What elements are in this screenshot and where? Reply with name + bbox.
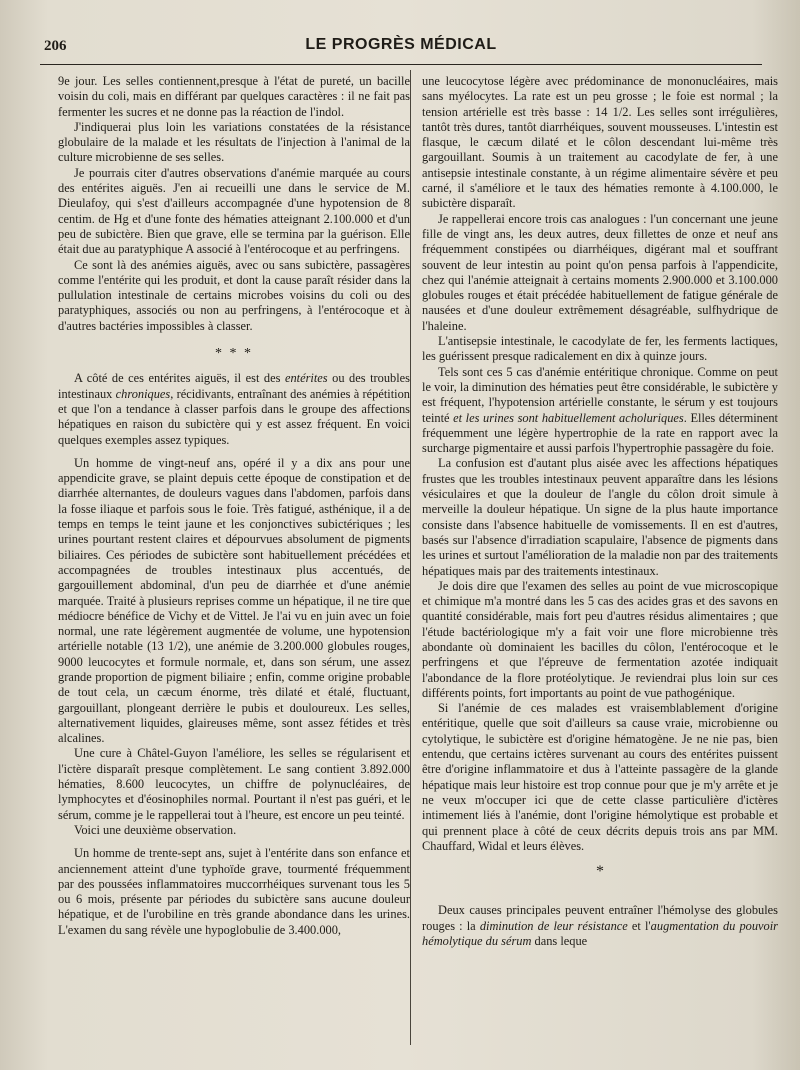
section-separator: * <box>596 863 604 881</box>
emphasis: diminution de leur résistance <box>479 918 628 933</box>
paragraph: Je rappellerai encore trois cas analogues : l'un concernant une jeune fille de vingt ans, les deux autres, deux fillettes de onze et neuf ans fréquemment constipées ou diarrhéiques, digérant mal et souffrant souvent de leur intestin au point qu'on pensa parfois à l'appendicite, chez qui l'anémie atteignait à certains moments 2.900.000 et 3.100.000 globules rouges et était précédée habituellement de fatigue générale de nausées et d'une douleur extrêmement désagréable, sulfhydrique de l'haleine. <box>422 211 778 333</box>
paragraph: Tels sont ces 5 cas d'anémie entéritique chronique. Comme on peut le voir, la diminution des hématies peut être considérable, le subictère y est fréquent, l'hypotension artérielle constante, le sérum y est toujours teinté et les urines sont habituellement acholuriques. Elles déterminent fréquemment une légère hypertrophie de la rate en rapport avec la surcharge pigmentaire et aussi parfois l'hypertrophie passagère du foie. <box>422 364 778 456</box>
paragraph: Deux causes principales peuvent entraîner l'hémolyse des globules rouges : la diminution de leur résistance et l'augmentation du pouvoir hémolytique du sérum dans leque <box>422 903 779 949</box>
paragraph: Je dois dire que l'examen des selles au point de vue microscopique et chimique m'a montré dans les 5 cas des acides gras et des savons en quantité considérable, mais fort peu d'autres résidus alimentaires ; que l'étude bactériologique m'y a fait voir une flore microbienne très abondante où dominaient les bacilles du côlon, l'entérocoque et le perfringens et que l'épreuve de fermentation azotée indiquait l'abondance de la flore protéolytique. Je reviendrai plus loin sur ces différents points, fort importants au point de vue pathogénique. <box>422 578 778 700</box>
paragraph: Un homme de vingt-neuf ans, opéré il y a dix ans pour une appendicite grave, se plaint depuis cette époque de constipation et de diarrhée alternantes, de douleurs vagues dans l'abdomen, parfois dans la fosse iliaque et parfois sous le foie. Très fatigué, asthénique, il a de temps en temps le teint jaune et les conjonctives subictériques ; les urines pourtant restent claires et dépourvues absolument de pigments biliaires. Ces périodes de subictère sont habituellement précédées et accompagnées de troubles intestinaux plus accentués, de gargouillement abdominal, d'un peu de diarrhée et d'une anémie marquée. Traité à plusieurs reprises comme un hépatique, il ne tire que médiocre bénéfice de Vichy et de Vittel. Je l'ai vu en juin avec un foie normal, une rate légèrement augmentée de volume, une hypotension artérielle notable (13 1/2), une anémie de 3.200.000 globules rouges, 9000 leucocytes et formule normale, et, dans son sérum, une assez grande proportion de pigment biliaire ; enfin, comme origine probable de tout cela, un cæcum énorme, très dilaté et étalé, fluctuant, gargouillant, plongeant derrière le pubis et douloureux. Les selles, alternativement liquides, glaireuses même, sont assez fétides et très alcalines. <box>58 455 410 746</box>
paragraph: une leucocytose légère avec prédominance de mononucléaires, mais sans myélocytes. La rate est un peu grosse ; le foie est normal ; la tension artérielle est très basse : 14 1/2. Les selles sont irrégulières, tantôt très dures, tantôt diarrhéiques, souvent mousseuses. L'intestin est flasque, le cæcum dilaté et le côlon descendant lui-même très gargouillant. Soumis à un traitement au cacodylate de fer, à une antisepsie intestinale constante, à un régime alimentaire sévère et peu carné, il s'améliore et le taux des hématies remonte à 4.100.000, le subictère disparaît. <box>422 74 778 211</box>
emphasis: chroniques <box>115 386 171 401</box>
journal-title: LE PROGRÈS MÉDICAL <box>305 36 497 53</box>
paragraph: L'antisepsie intestinale, le cacodylate de fer, les ferments lactiques, les guérissent presque radicalement en dix à quinze jours. <box>422 334 778 364</box>
emphasis: augmentation du pouvoir hémolytique du sérum <box>422 918 779 949</box>
emphasis: entérites <box>284 371 328 386</box>
paragraph: 9e jour. Les selles contiennent,presque à l'état de pureté, un bacille voisin du coli, mais en différant par quelques caractères : il ne fait pas fermenter les sucres et ne donne pas la réaction de l'indol. <box>58 74 410 119</box>
paragraph: Une cure à Châtel-Guyon l'améliore, les selles se régularisent et l'ictère disparaît presque complètement. Le sang contient 3.892.000 hématies, 8.600 leucocytes, un chiffre de polynucléaires, de lymphocytes et d'éosinophiles normal. Pourtant il n'est pas guéri, et le sérum, comme je le rappellerai tout à l'heure, est encore un peu teinté. <box>58 746 410 822</box>
paragraph: Je pourrais citer d'autres observations d'anémie marquée au cours des entérites aiguës. J'en ai recueilli une dans le service de M. Dieulafoy, qui s'est d'ailleurs accompagnée d'une hypotension de 8 centim. de Hg et d'une fonte des hématies atteignant 2.100.000 et d'un peu de subictère. Bien que grave, elle se termina par la guérison. Elle était due au paratyphique A associé à l'entérocoque et au perfringens. <box>58 165 410 257</box>
column-divider <box>410 70 411 1045</box>
paragraph: La confusion est d'autant plus aisée avec les affections hépatiques frustes que les troubles intestinaux peuvent apparaître dans les lésions vésiculaires et que la douleur de l'angle du côlon droit simule à merveille la douleur hépatique. Un signe de la plus haute importance consiste dans l'absence habituelle de vomissements. Il en est d'autres, basés sur l'absence d'irradiation scapulaire, l'absence de pigments dans les urines et surtout l'amélioration de la maladie non par des traitements hépatiques mais par des traitements intestinaux. <box>422 456 778 578</box>
left-column <box>58 74 410 938</box>
paragraph: Si l'anémie de ces malades est vraisemblablement d'origine entéritique, quelle que soit d'ailleurs sa cause vraie, microbienne ou cytolytique, le subictère est d'origine hématogène. Je ne nie pas, bien entendu, que certains ictères survenant au cours des entérites puissent être d'origine inflammatoire et dus à l'atteinte passagère de la glande hépatique mais leur histoire est trop connue pour que je m'y arrête et je ne veux m'occuper ici que de cette classe particulière d'ictères intimement liés à l'anémie, dont l'origine hémolytique est probable et qui prennent place à côté de ceux décrits depuis trois ans par MM. Chauffard, Widal et leurs élèves. <box>422 701 778 853</box>
right-column <box>422 74 778 949</box>
emphasis: et les urines sont habituellement acholuriques <box>453 410 684 425</box>
paragraph: J'indiquerai plus loin les variations constatées de la résistance globulaire de la malade et les résultats de l'injection à l'animal de la culture microbienne de ses selles. <box>58 119 410 165</box>
paragraph: Voici une deuxième observation. <box>74 822 237 837</box>
paragraph: Un homme de trente-sept ans, sujet à l'entérite dans son enfance et anciennement atteint d'une typhoïde grave, tourmenté fréquemment par des poussées inflammatoires muccorrhéiques survenant tous les 5 ou 6 mois, présente par périodes du subictère sans aucune douleur hépatique, et de l'urobiline en très grande abondance dans les urines. L'examen du sang révèle une hypoglobulie de 3.400.000, <box>58 846 410 937</box>
page-number: 206 <box>44 38 67 54</box>
page-header <box>40 30 762 65</box>
paragraph: A côté de ces entérites aiguës, il est des entérites ou des troubles intestinaux chroniques, récidivants, entraînant des anémies à répétition et que l'on a tendance à classer parfois dans le groupe des affections hépatiques en raison du subictère qui y est assez fréquent. En voici quelques exemples assez typiques. <box>58 371 410 447</box>
paragraph: Ce sont là des anémies aiguës, avec ou sans subictère, passagères comme l'entérite qui les produit, et dont la cause paraît résider dans la pullulation intestinale de certains microbes voisins du coli ou des paratyphiques, associés ou non au perfringens, à l'entérocoque et à d'autres bactéries impossibles à classer. <box>58 257 410 333</box>
section-separator: * * * <box>215 346 253 362</box>
